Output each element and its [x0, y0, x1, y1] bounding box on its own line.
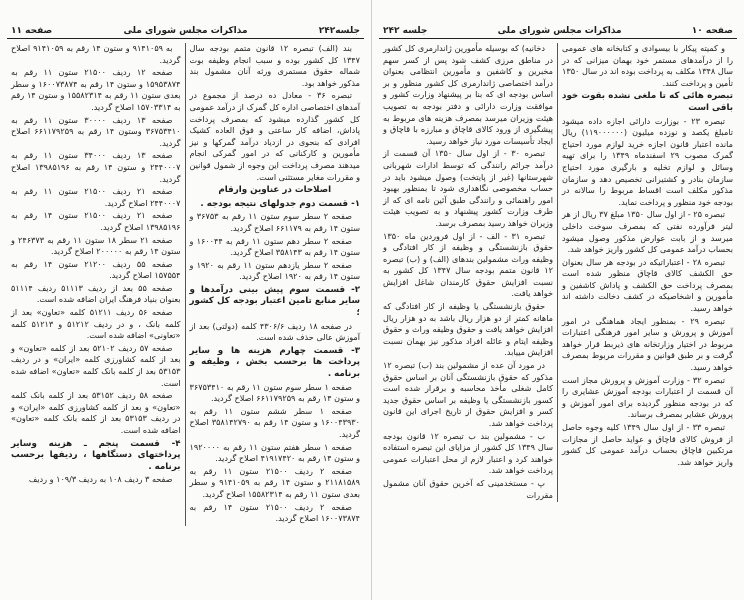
- section-heading: ۱- قسمت دوم جدولهای نتیجه بودجه .: [200, 198, 360, 209]
- page-header: [7, 26, 364, 39]
- paragraph: به ۹۱۴۱۰۵۹ و ستون ۱۴ رقم به ۹۱۴۱۰۵۹ اصلاح گردید.: [11, 43, 181, 65]
- paragraph: صفحه ۱۲ ردیف ۲۱۵۰۰ ستون ۱۱ رقم به ۱۵۹۵۳۸۷۴ و ستون ۱۴ رقم به ۱۶۰۰۷۳۸۷۴ و سطر بعدی ستون ۱۱ رقم به ۱۵۵۸۲۳۱۴ و ستون ۱۴ رقم به ۱۵۷۰۳۳۱۴ اصلاح گردید.: [11, 67, 181, 112]
- paragraph: تبصره ۳۱ - الف - از اول فروردین ماه ۱۳۵۰ حقوق بازنشستگی و وظیفه از کار افتادگی و وظیفه وراث مشمولین بندهای (الف) و (ب) تبصره ۱۲ قانون متمم بودجه سال ۱۳۴۷ کل کشور به نسبت افزایش حقوق کارمندان شاغل افزایش خواهد یافت.: [383, 230, 553, 299]
- paragraph: صفحه ۲ سطر یازدهم ستون ۱۱ رقم به ۱۹۲۰ و ستون ۱۴ رقم به ۱۹۲۰ اصلاح گردید.: [189, 259, 360, 282]
- text-column-left: [7, 43, 186, 526]
- page-header: [379, 26, 737, 39]
- page-10: [372, 0, 744, 600]
- paragraph: تبصره ۳۶ - معادل ده درصد از مجموع در آمدهای اختصاصی اداره کل گمرک از درآمد عمومی کل کشور گذارده میشود که بمصرف پرداخت پاداش، اضافه کار ساعتی و فوق العاده کشیک افرادی که بنحوی در ازدیاد درآمد گمرکها و نیز مأمورین و کارکنانی که در امور گمرکی انجام میدهند مصرف پرداخت این وجوه از شمول قوانین و مقررات مغایر مستثنی است.: [189, 90, 360, 182]
- paragraph: در مورد آن عده از مشمولین بند (ب) تبصره ۱۲ مذکور که حقوق بازنشستگی آنان بر اساس حقوق کامل شغلی مأخذ محاسبه و برقرار شده است کسور بازنشستگی یا وظیفه بر اساس حقوق جدید کسر و افزایش حقوق از تاریخ اجرای این قانون پرداخت خواهد شد.: [383, 360, 553, 428]
- paragraph: تبصره ۳۲ - وزارت آموزش و پرورش مجاز است آن قسمت از اعتبارات بودجه آموزش عشایری را که در بودجه منظور گردیده برای امور آموزش و پرورش عشایر بمصرف برساند.: [562, 374, 733, 420]
- section-heading: ۴- قسمت پنجم ـ هزینه وسایر پرداختهای دستگاهها ، ردیفها برحسب برنامه .: [11, 438, 181, 472]
- paragraph: صفحه ۲ سطر سوم ستون ۱۱ رقم به ۳۶۷۵۳ و ستون ۱۴ رقم به ۶۶۱۱۷۹ اصلاح گردید.: [189, 211, 360, 233]
- column-container: [7, 43, 364, 526]
- paragraph: بند (الف) تبصره ۱۲ قانون متمم بودجه سال ۱۳۴۷ کل کشور بوده و سبب انجام وظیفه بوت شماله حقوق مستمری ورثه آنان مشمول بند مذکور خواهد بود.: [189, 43, 360, 88]
- paragraph: صفحه ۵۶ ردیف ۵۱۲۱۱ کلمه «تعاون» بعد از کلمه بانک ، و در ردیف ۵۱۲۱۲ و ۵۱۲۱۳ کلمه «تعاونی» اضافه شده است.: [11, 307, 181, 341]
- paragraph: پ - مستخدمینی که آخرین حقوق آنان مشمول مقررات: [383, 477, 553, 500]
- paragraph: صفحه ۵۵ ردیف ۲۱۲۰۰ ستون ۱۴ رقم به ۱۵۷۵۵۴ اصلاح گردید.: [11, 258, 181, 281]
- paragraph: تبصره ۲۳ - بوزارت دارائی اجازه داده میشود تامبلغ یکصد و نوزده میلیون (۱۱۹۰۰۰۰۰۰) ریال مانده اعتبار قانون اجازه خرید لوازم مورد احتیاج گمرک مصوب ۲۹ اسفندماه ۱۳۴۹ را برای تهیه وسائل و لوازم تخلیه و بارگیری مورد احتیاج سازمان بنادر و کشتیرانی تخصیص دهد و سازمان مذکور مکلف است اقساط مربوط را سالانه در بودجه خود منظور و پرداخت نماید.: [562, 115, 733, 207]
- session-number: جلسه ۲۴۲: [383, 26, 428, 36]
- section-heading: تبصره هائی که تا ملغی نشده بقوت خود باقی است: [562, 91, 733, 113]
- section-heading: ۲- قسمت سوم پیش بینی درآمدها و سایر منابع تامین اعتبار بودجه کل کشور ؛: [189, 284, 360, 319]
- text-column-right: [186, 43, 365, 526]
- paragraph: صفحه ۱ سطر هفتم ستون ۱۱ رقم به ۱۹۲۰۰۰۰ و ستون ۱۴ رقم به ۴۱۹۱۷۴۲۰ اصلاح گردید.: [189, 441, 360, 464]
- paragraph: صفحه ۲ ردیف ۲۱۵۰۰ ستون ۱۴ رقم به ۱۶۰۰۷۳۸۷۴ اصلاح گردید.: [189, 501, 360, 524]
- paragraph: حقوق بازنشستگی یا وظیفه از کار افتادگی که ماهانه کمتر از دو هزار ریال باشد به دو هزار ریال افزایش خواهد یافت و حقوق وظیفه وراث و حقوق وظیفه ایتام و عائله افراد مذکور نیز بهمان نسبت افزایش مییابد.: [383, 301, 553, 358]
- paragraph: صفحه ۵۷ ردیف ۵۲۱۰۲ بعد از کلمه «تعاون» و بعد از کلمه کشاورزی کلمه «ایران» و در ردیف ۵۳۱۵۳ بعد از کلمه بانک کلمه «تعاون» اضافه شده است.: [11, 342, 181, 388]
- paragraph: تبصره ۲۸ - اعتباراتیکه در بودجه هر سال بعنوان حق الکشف کالای قاچاق منظور شده است بمصرف پرداخت حق الکشف و پاداش کاشفین و مأمورین و اشخاصیکه در کشف دخالت داشته اند خواهد رسید.: [562, 256, 733, 314]
- text-column-left: [379, 43, 558, 502]
- paragraph: و کمیته پیکار با بیسوادی و کتابخانه های عمومی را از درآمدهای مستمر خود بهمان میزانی که در سال ۱۳۴۸ مکلف به پرداخت بوده اند در سال ۱۳۵۰ تأمین و پرداخت کنند.: [562, 43, 733, 88]
- paragraph: صفحه ۱۳ ردیف ۳۰۰۰۰ ستون ۱۱ رقم به ۳۶۷۵۳۴۱۰ وستون ۱۴ رقم به ۶۶۱۱۷۹۲۵۹ اصلاح گردید.: [11, 114, 181, 148]
- paragraph: صفحه ۱ سطر ششم ستون ۱۱ رقم به ۱۶۰۰۴۳۹۳۰ و ستون ۱۴ رقم به ۳۵۸۱۴۲۷۹۰ اصلاح گردید.: [189, 405, 360, 439]
- session-number: جلسه۲۴۲: [318, 26, 360, 36]
- paragraph: صفحه ۱ سطر سوم ستون ۱۱ رقم به ۳۶۷۵۳۴۱۰ و ستون ۱۴ رقم به ۶۶۱۱۷۹۲۵۹ اصلاح گردید.: [189, 381, 360, 404]
- paragraph: تبصره ۲۵ - از اول سال ۱۳۵۰ مبلغ ۳۷ ریال از هر لیتر فرآورده نفتی که بمصرف سوخت داخلی میرسد و از بابت عوارض مذکور وصول میشود بحساب درآمد عمومی کل کشور واریز خواهد شد.: [562, 209, 733, 255]
- paragraph: ب - مشمولین بند ب تبصره ۱۲ قانون بودجه سال ۱۳۴۹ کل کشور از مزایای این تبصره استفاده خواهند کرد و اعتبار لازم از محل اعتبارات عمومی پرداخت خواهد شد.: [383, 430, 553, 476]
- paragraph: صفحه ۳ ردیف ۱۰۸ به ردیف ۱۰۹/۳ و ردیف: [28, 474, 173, 485]
- paragraph: دخانیه) که بوسیله مأمورین ژاندارمری کل کشور در مناطق مرزی کشف شود پس از کسر سهم مخبرین و کاشفین و مأمورین انتظامی بعنوان درآمد اختصاصی ژاندارمری کل کشور منظور و بر اساس بودجه ای که بنا بر پیشنهاد وزارت کشور و موافقت وزارت دارائی و دفتر بودجه به تصویب هیئت وزیران میرسد بمصرف هزینه های مربوط به پیشگیری از ورود کالای قاچاق و مبارزه با قاچاق و ایجاد تأسیسات مورد نیاز خواهد رسید.: [383, 43, 553, 146]
- publication-title: مذاکرات مجلس شورای ملی: [497, 26, 622, 36]
- paragraph: تبصره ۲۹ - بمنظور ایجاد هماهنگی در امور آموزش و پرورش و سایر امور فرهنگی اعتبارات مربوط در اختیار وزارتخانه های ذیربط قرار خواهد گرفت و بر طبق قوانین و مقررات مربوط بمصرف خواهد رسید.: [562, 315, 733, 373]
- page-number: صفحه ۱۱: [11, 26, 53, 36]
- paragraph: تبصره ۳۰ - از اول سال ۱۳۵۰ آن قسمت از درآمد جرائم رانندگی که توسط ادارات شهربانی شهرستانها (غیر از پایتخت) وصول میشود باید در حساب مخصوصی نگاهداری شود تا بمنظور بهبود امور راهنمائی و رانندگی طبق آئین نامه ای که از طرف وزارت کشور پیشنهاد و به تصویب هیئت وزیران خواهد رسید بمصرف برسد.: [383, 148, 553, 228]
- paragraph: صفحه ۵۵ بعد از ردیف ۵۱۱۱۳ ردیف ۵۱۱۱۴ بعنوان بنیاد فرهنگ ایران اضافه شده است.: [11, 282, 181, 305]
- paragraph: صفحه ۲۱ ردیف ۲۱۵۰۰ ستون ۱۴ رقم به ۱۳۹۸۵۱۹۶ اصلاح گردید.: [11, 210, 181, 232]
- paragraph: صفحه ۵۸ ردیف ۵۳۱۵۲ بعد از کلمه بانک کلمه «تعاون» و بعد از کلمه کشاورزی کلمه «ایران» و در ردیف ۵۳۱۵۳ بعد از کلمه بانک کلمه «تعاون» اضافه شده است.: [11, 390, 181, 435]
- publication-title: مذاکرات مجلس شورای ملی: [123, 26, 248, 36]
- paragraph: صفحه ۲۱ ردیف ۲۱۵۰۰ ستون ۱۱ رقم به ۲۴۴۰۰۰۷ اصلاح گردید.: [11, 186, 181, 208]
- paragraph: صفحه ۲۱ سطر ۱۸ ستون ۱۱ رقم به ۲۴۶۳۷۳ و ستون ۱۴ رقم به ۲۰۰۰۰۰ اصلاح گردید.: [11, 234, 181, 257]
- section-heading: اصلاحات در عناوین وارقام: [218, 185, 332, 196]
- column-container: [379, 43, 737, 502]
- page-number: صفحه ۱۰: [691, 26, 733, 36]
- paragraph: صفحه ۲ سطر دهم ستون ۱۱ رقم به ۱۶۰۰۴۴ و ستون ۱۴ رقم به ۳۵۸۱۴۳ اصلاح گردید.: [189, 235, 360, 258]
- paragraph: صفحه ۱۳ ردیف ۳۴۰۰۰ ستون ۱۱ رقم به ۲۴۴۰۰۰۷ و ستون ۱۴ رقم به ۱۳۹۸۵۱۹۶ اصلاح گردید.: [11, 150, 181, 184]
- text-column-right: [558, 43, 737, 502]
- paragraph: تبصره ۳۳ - از اول سال ۱۳۴۹ کلیه وجوه حاصل از فروش کالای قاچاق و عواید حاصل از مجازات مرتکبین قاچاق بحساب درآمد عمومی کل کشور واریز خواهد شد.: [562, 422, 733, 467]
- paragraph: در صفحه ۱۸ ردیف ۴۳۰۶/۶ کلمه (دولتی) بعد از آموزش عالی حذف شده است.: [189, 320, 360, 343]
- paragraph: صفحه ۲ ردیف ۲۱۵۰۰ ستون ۱۱ رقم به ۲۱۱۸۱۵۸۹ و ستون ۱۴ رقم به ۹۱۴۱۰۵۹ و سطر بعدی ستون ۱۱ رقم به ۱۵۵۸۲۳۱۴ اصلاح گردید.: [189, 465, 360, 499]
- section-heading: ۳- قسمت چهارم هزینه ها و سایر پرداخت ها برحسب بخش ، وظیفه و برنامه .: [189, 345, 360, 380]
